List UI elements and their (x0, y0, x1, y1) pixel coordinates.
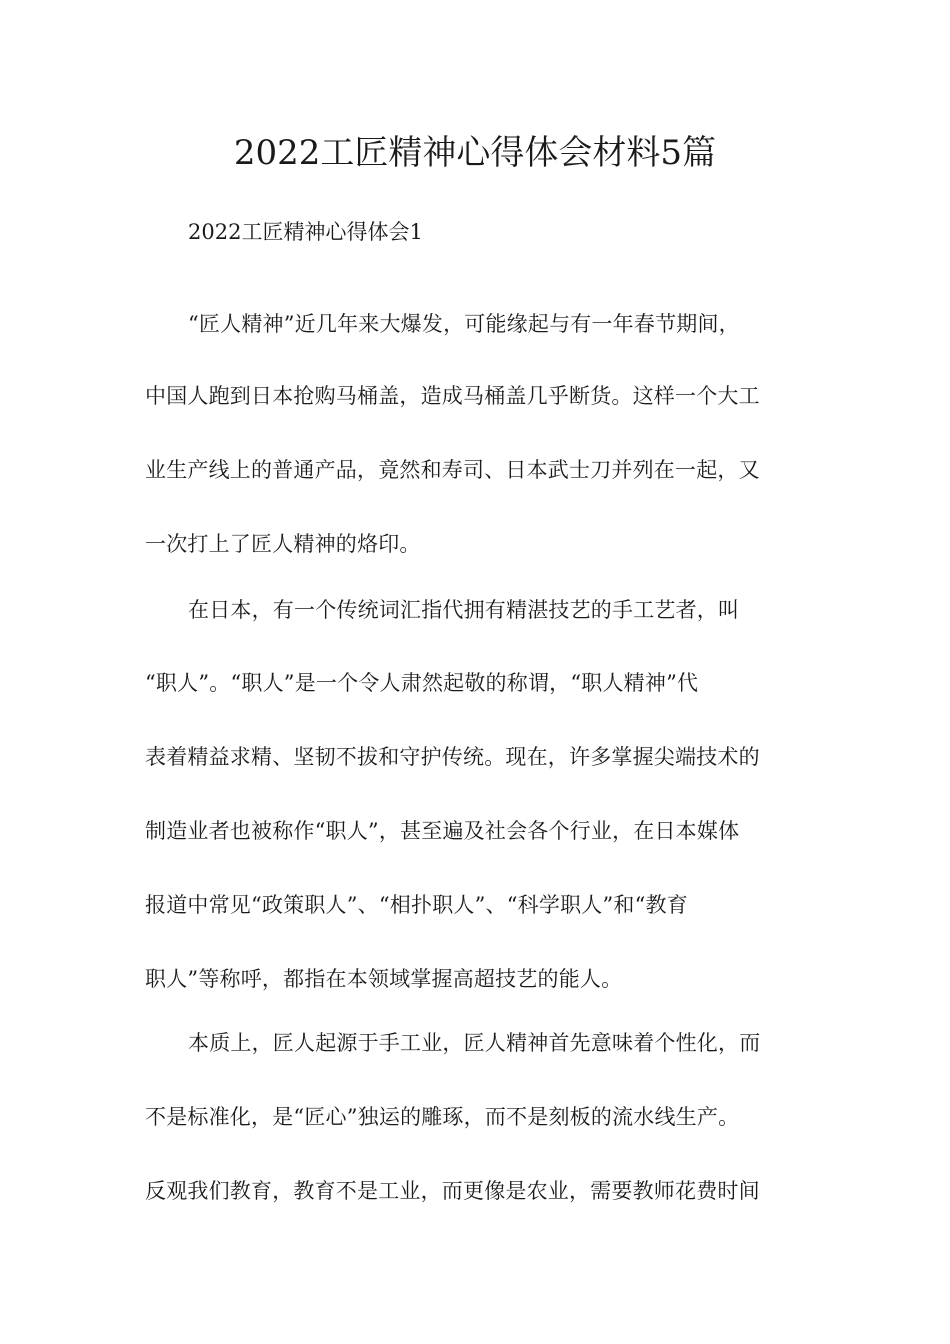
paragraph-line: 职人”等称呼，都指在本领域掌握高超技艺的能人。 (145, 967, 623, 991)
paragraph-line: “职人”。“职人”是一个令人肃然起敬的称谓，“职人精神”代 (145, 671, 699, 695)
paragraph-line: 一次打上了匠人精神的烙印。 (145, 532, 421, 556)
paragraph-line: 中国人跑到日本抢购马桶盖，造成马桶盖几乎断货。这样一个大工 (145, 384, 760, 408)
paragraph-line: 在日本，有一个传统词汇指代拥有精湛技艺的手工艺者，叫 (188, 598, 740, 622)
paragraph-line: 不是标准化，是“匠心”独运的雕琢，而不是刻板的流水线生产。 (145, 1105, 740, 1129)
paragraph-line: 本质上，匠人起源于手工业，匠人精神首先意味着个性化，而 (188, 1031, 761, 1055)
paragraph-line: 报道中常见“政策职人”、“相扑职人”、“科学职人”和“教育 (145, 893, 688, 917)
paragraph-line: 业生产线上的普通产品，竟然和寿司、日本武士刀并列在一起，又 (145, 458, 760, 482)
document-title: 2022工匠精神心得体会材料5篇 (233, 133, 717, 173)
paragraph-line: 制造业者也被称作“职人”，甚至遍及社会各个行业，在日本媒体 (145, 819, 740, 843)
paragraph-line: “匠人精神”近几年来大爆发，可能缘起与有一年春节期间， (188, 312, 740, 336)
section-heading: 2022工匠精神心得体会1 (188, 220, 423, 244)
paragraph-line: 表着精益求精、坚韧不拔和守护传统。现在，许多掌握尖端技术的 (145, 745, 760, 769)
paragraph-line: 反观我们教育，教育不是工业，而更像是农业，需要教师花费时间 (145, 1179, 760, 1203)
